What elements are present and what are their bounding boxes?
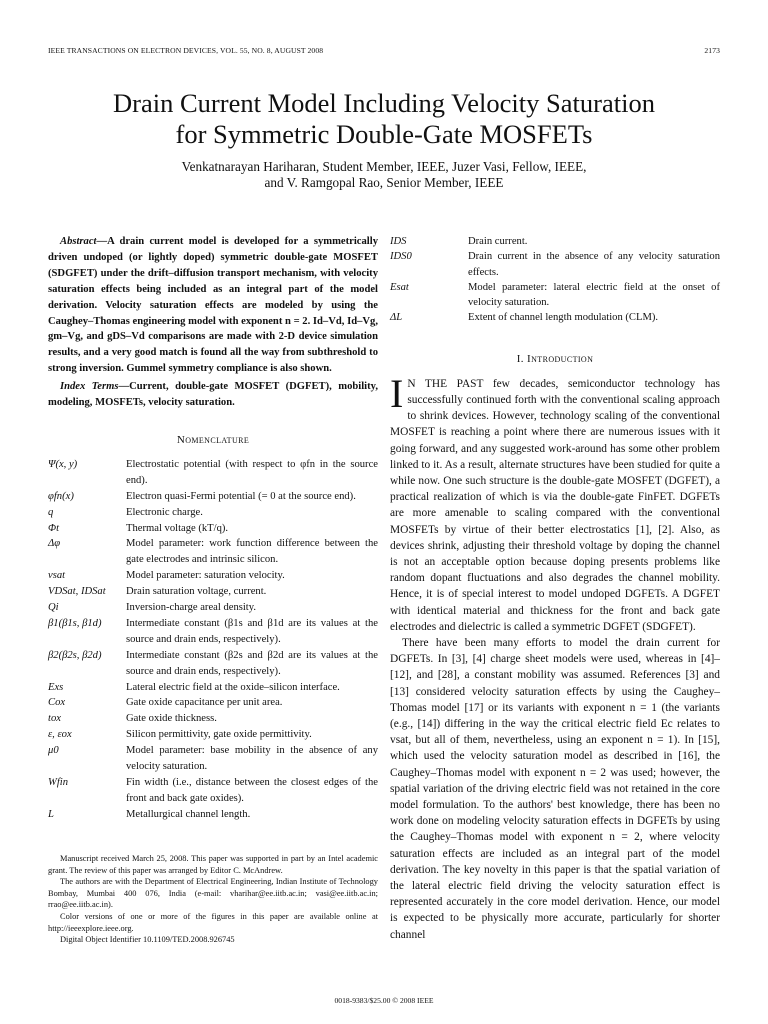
nomenclature-definition: Intermediate constant (β1s and β1d are its values at the source and drain ends, respectively). [126,617,378,645]
nomenclature-symbol: IDS [390,236,407,247]
nomenclature-list [48,457,378,823]
footnotes [48,853,378,946]
nomenclature-symbol: Qi [48,602,59,614]
intro-paragraph-2: There have been many efforts to model the drain current for DGFETs. In [3], [4] charge sheet models were used, whereas in [4]–[12], and [28], a constant mobility was assumed. References [3] and [13] considered velocity saturation effects by using the Caughey–Thomas model [17] or its variants with exponent n = 1 (the variants (e.g., [14]) differing in the way the critical electric field Ec relates to vsat, but all of them, nevertheless, using an exponent n = 1). In [15], which used the velocity saturation model as described in [16], the Caughey–Thomas model with exponent n = 2 was used; however, the spatial variation of the driving electric field was not retained in the core model formulation. To the authors' best knowledge, there has been no work done on modeling velocity saturation effects in DGFETs by using the Caughey–Thomas model with exponent n = 2, where velocity saturation effects are included as an integral part of the model derivation. The key novelty in this paper is that the spatial variation of the lateral electric field driving the velocity saturation effect is represented accurately in the core model derivation. Hence, our model is expected to be physically more accurate, particularly for shorter channel [390,636,720,941]
nomenclature-definition: Drain current in the absence of any velocity saturation effects. [468,251,720,278]
nomenclature-symbol: ε, εox [48,729,72,741]
nomenclature-definition: Model parameter: work function difference between the gate electrodes and intrinsic silicon. [126,538,378,566]
author-list [40,159,728,191]
nomenclature-symbol: β2(β2s, β2d) [48,649,102,661]
nomenclature-symbol: VDSat, IDSat [48,586,106,598]
page-number: 2173 [704,46,720,55]
left-column [48,234,378,823]
nomenclature-definition: Electrostatic potential (with respect to φfn in the source end). [126,458,378,486]
nomenclature-definition: Inversion-charge areal density. [126,602,257,614]
nomenclature-symbol: ΔL [390,312,403,324]
nomenclature-symbol: tox [48,713,61,725]
nomenclature-definition: Electron quasi-Fermi potential (= 0 at the source end). [126,490,356,502]
nomenclature-symbol: Cox [48,697,66,709]
nomenclature-symbol: Wfin [48,777,69,788]
nomenclature-symbol: L [48,808,54,820]
authors-line-1: Venkatnarayan Hariharan, Student Member, IEEE, Juzer Vasi, Fellow, IEEE, [181,159,587,174]
copyright-footer: 0018-9383/$25.00 © 2008 IEEE [334,996,434,1005]
index-terms-lead: Index Terms [60,381,119,393]
nomenclature-symbol: Δφ [48,538,61,550]
drop-cap: I [390,370,404,416]
nomenclature-definition: Gate oxide thickness. [126,713,217,725]
nomenclature-symbol: φfn(x) [48,490,74,502]
nomenclature-definition: Model parameter: saturation velocity. [126,570,285,582]
running-head-text: IEEE TRANSACTIONS ON ELECTRON DEVICES, VOL. 55, NO. 8, AUGUST 2008 [48,46,324,55]
footnote-manuscript: Manuscript received March 25, 2008. This paper was supported in part by an Intel academic grant. The review of this paper was arranged by Editor C. McAndrew. [48,854,378,875]
paper-title [40,88,728,150]
authors-line-2: and V. Ramgopal Rao, Senior Member, IEEE [264,175,504,190]
nomenclature-symbol: β1(β1s, β1d) [48,617,102,629]
abstract-text: —A drain current model is developed for a symmetrically driven undoped (or lightly doped) symmetric double-gate MOSFET (SDGFET) under the drift–diffusion transport mechanism, with velocity saturation effects being included as an integral part of the model derivation. Velocity saturation effects are modeled by using the Caughey–Thomas engineering model with exponent n = 2. Id–Vd, Id–Vg, gm–Vg, and gDS–Vd comparisons are made with 2-D device simulation results, and a very good match is found all the way from subthreshold to strong inversion. Gummel symmetry compliance is also shown. [48,236,378,375]
nomenclature-definition: Silicon permittivity, gate oxide permittivity. [126,729,312,741]
nomenclature-continued [390,234,720,326]
nomenclature-symbol: Exs [48,681,64,693]
nomenclature-definition: Model parameter: base mobility in the absence of any velocity saturation. [126,745,378,773]
index-terms-text: —Current, double-gate MOSFET (DGFET), mobility, modeling, MOSFETs, velocity saturation. [48,381,378,409]
abstract-lead: Abstract [60,236,97,247]
running-header [48,46,720,55]
footnote-doi: Digital Object Identifier 10.1109/TED.2008.926745 [60,935,235,945]
nomenclature-symbol: Φt [48,522,60,534]
nomenclature-symbol: IDS0 [390,251,412,263]
nomenclature-definition: Drain saturation voltage, current. [126,586,267,598]
nomenclature-symbol: Esat [390,281,409,293]
abstract [48,234,378,377]
nomenclature-definition: Lateral electric field at the oxide–silicon interface. [126,681,340,693]
nomenclature-symbol: q [48,506,54,518]
title-line-1: Drain Current Model Including Velocity Saturation [113,88,655,118]
nomenclature-heading: Nomenclature [176,433,250,446]
nomenclature-definition: Fin width (i.e., distance between the closest edges of the front and back gate oxides). [126,777,378,804]
nomenclature-definition: Metallurgical channel length. [126,808,251,820]
section-heading-introduction: I. Introduction [516,352,594,365]
intro-paragraph-1-text: N THE PAST few decades, semiconductor technology has successfully continued forth with the conventional scaling approach to shrink devices. However, technology scaling of the conventional MOSFET is reaching a point where there are numerous issues with it going forward, and any suggested work-around has some other problem linked to it. As a result, alternate structures have been studied for quite a while now. One such structure is the double-gate MOSFET (DGFET), a practical realization of which is via the double-gate FinFET. DGFETs are more amenable to scaling compared with the conventional MOSFETs by virtue of their better electrostatics [1], [2]. Also, as devices shrink, adjusting their threshold voltage by doping the channel is not an acceptable option because doping presents problems like random dopant fluctuations and also degrades the channel mobility. Hence, it is of special interest to model undoped DGFETs. A DGFET with identical material and thickness for the front and back gate electrodes and dielectric is called a symmetric DGFET (SDGFET). [390,377,720,633]
nomenclature-symbol: vsat [48,570,66,582]
nomenclature-definition: Electronic charge. [126,506,203,518]
right-column [390,234,720,943]
nomenclature-definition: Extent of channel length modulation (CLM). [468,312,659,324]
intro-paragraph-1 [390,370,720,635]
nomenclature-definition: Drain current. [468,236,528,247]
footnote-affiliation: The authors are with the Department of Electrical Engineering, Indian Institute of Technology Bombay, Mumbai 400 076, India (e-mail: vharihar@ee.iitb.ac.in; vasi@ee.iitb.ac.in; rrao@ee.iitb.ac.in). [48,877,378,910]
nomenclature-definition: Intermediate constant (β2s and β2d are its values at the source and drain ends, respectively). [126,649,378,677]
footnote-color: Color versions of one or more of the figures in this paper are available online at http://ieeexplore.ieee.org. [48,911,378,933]
nomenclature-symbol: Ψ(x, y) [48,458,78,470]
nomenclature-definition: Model parameter: lateral electric field at the onset of velocity saturation. [468,281,720,309]
title-line-2: for Symmetric Double-Gate MOSFETs [175,119,593,149]
nomenclature-definition: Thermal voltage (kT/q). [126,522,229,534]
index-terms [48,379,378,411]
nomenclature-definition: Gate oxide capacitance per unit area. [126,697,283,709]
nomenclature-symbol: μ0 [48,745,59,757]
